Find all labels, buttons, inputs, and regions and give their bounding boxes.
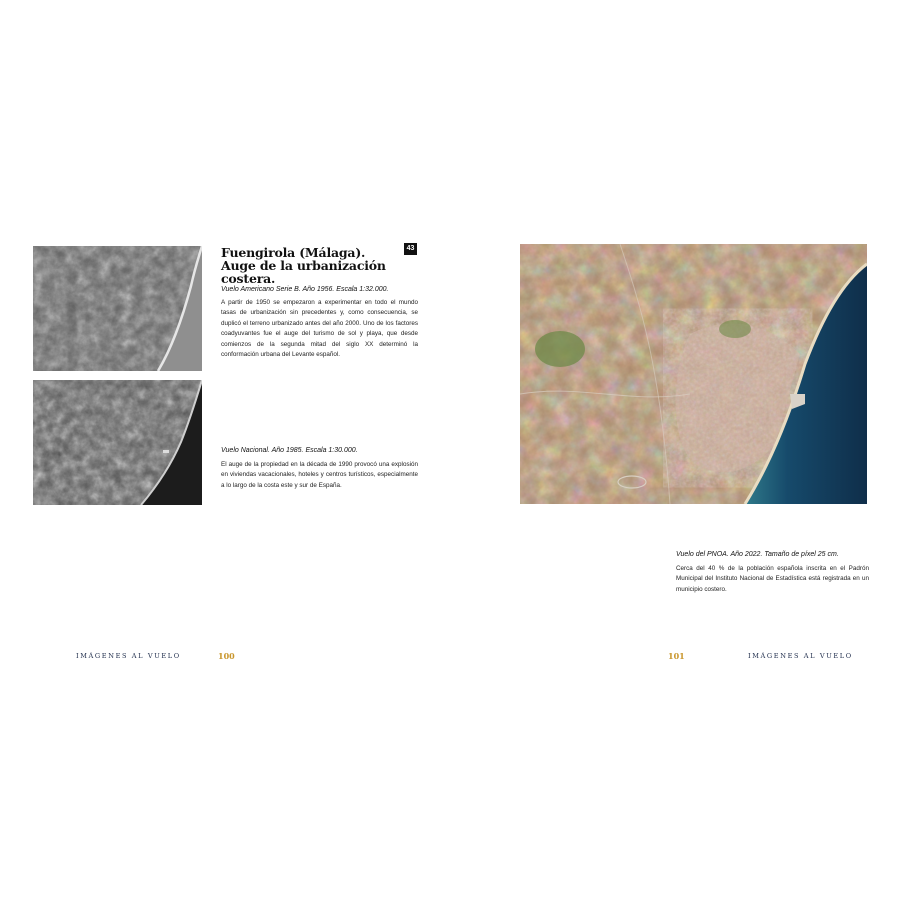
paragraph-1985: El auge de la propiedad en la década de 1990 provocó una explosión en viviendas vacacionales, hoteles y centros turísticos, especialmente a lo largo de la costa este y sur de España.	[221, 461, 418, 489]
aerial-photo-1985	[33, 380, 202, 505]
caption-1956: Vuelo Americano Serie B. Año 1956. Escala 1:32.000.	[221, 286, 389, 293]
aerial-photo-2022	[520, 244, 867, 504]
title-line-1: Fuengirola (Málaga).	[221, 245, 366, 260]
aerial-photo-1956	[33, 246, 202, 371]
caption-2022: Vuelo del PNOA. Año 2022. Tamaño de píxel 25 cm.	[676, 551, 839, 558]
page-title	[221, 246, 401, 285]
page-number-left: 100	[218, 651, 235, 661]
paragraph-1956: A partir de 1950 se empezaron a experimentar en todo el mundo tasas de urbanización sin precedentes y, como consecuencia, se duplicó el terreno urbanizado antes del año 2000. Uno de los factores coadyuvantes fue el auge del turismo de sol y playa, que desde comienzos de la segunda mitad del siglo XX determinó la conformación urbana del Levante español.	[221, 299, 418, 359]
caption-1985: Vuelo Nacional. Año 1985. Escala 1:30.000.	[221, 447, 358, 454]
title-line-2: Auge de la urbanización costera.	[221, 258, 386, 286]
figure-number-badge: 43	[404, 243, 417, 255]
paragraph-2022: Cerca del 40 % de la población española inscrita en el Padrón Municipal del Instituto Nacional de Estadística está registrada en un municipio costero.	[676, 565, 869, 593]
footer-book-title-right: IMÁGENES AL VUELO	[748, 652, 853, 660]
footer-book-title-left: IMÁGENES AL VUELO	[76, 652, 181, 660]
page-number-right: 101	[668, 651, 685, 661]
